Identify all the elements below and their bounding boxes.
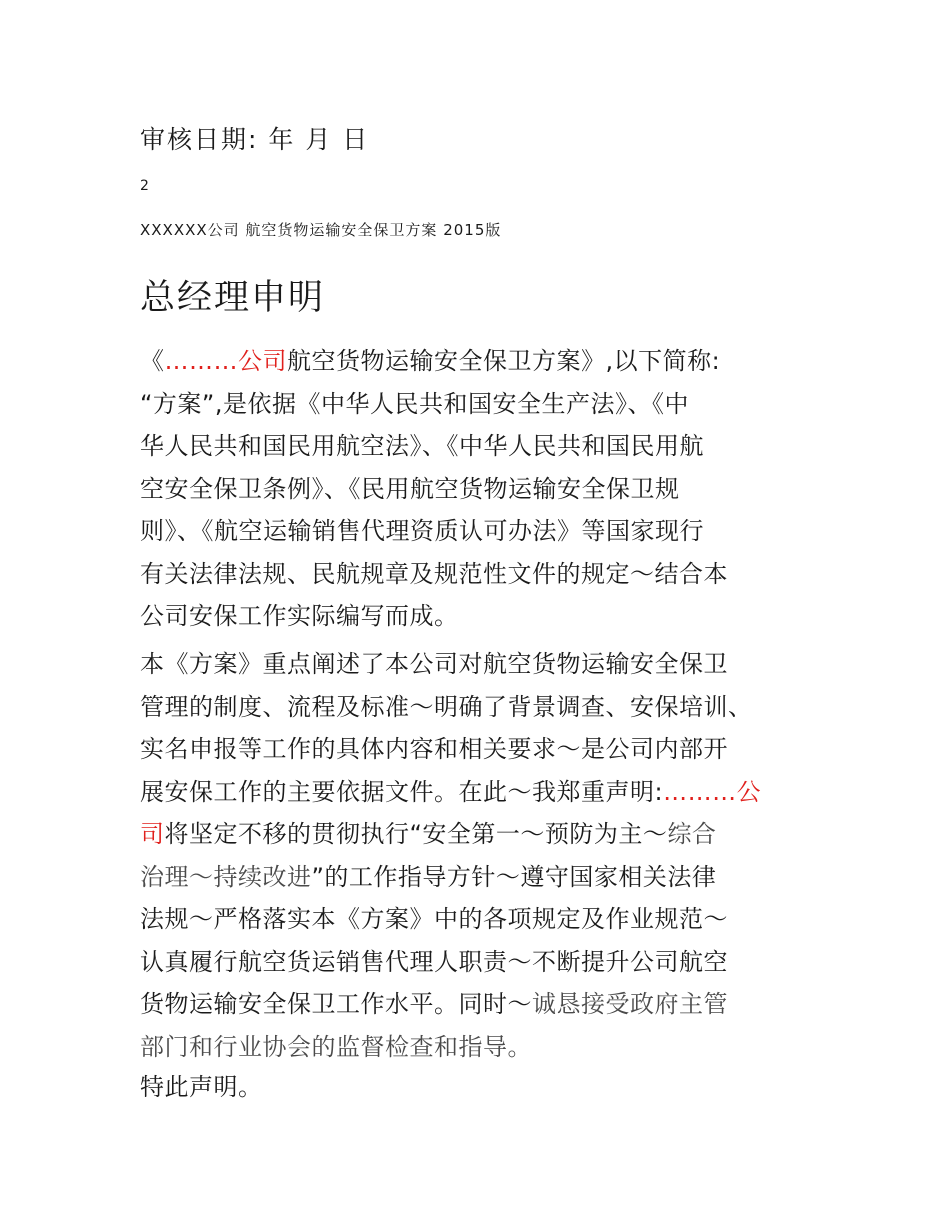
text-line: 本《方案》重点阐述了本公司对航空货物运输安全保卫	[140, 650, 728, 678]
text-line: 法规～严格落实本《方案》中的各项规定及作业规范～	[140, 905, 728, 933]
paragraph-declaration	[140, 643, 820, 1068]
text-line: 公司安保工作实际编写而成。	[140, 602, 459, 630]
company-placeholder: 司	[140, 820, 165, 848]
text-line: 货物运输安全保卫工作水平。同时～诚恳接受政府主管	[140, 990, 728, 1018]
text-line: 管理的制度、流程及标准～明确了背景调查、安保培训、	[140, 692, 753, 721]
text-line: 有关法律法规、民航规章及规范性文件的规定～结合本	[140, 559, 728, 588]
page-number: 2	[140, 178, 149, 194]
document-header: XXXXXX公司 航空货物运输安全保卫方案 2015版	[140, 221, 502, 239]
text-line: “方案”,是依据《中华人民共和国安全生产法》、《中	[140, 389, 689, 418]
paragraph-closing	[140, 1066, 820, 1109]
company-placeholder: ………公	[663, 777, 762, 806]
text-line: 华人民共和国民用航空法》、《中华人民共和国民用航	[140, 432, 704, 460]
text-line: 治理～持续改进”的工作指导方针～遵守国家相关法律	[140, 862, 717, 891]
text-line: 《………公司航空货物运输安全保卫方案》,以下简称:	[140, 347, 721, 375]
text-line: 展安保工作的主要依据文件。在此～我郑重声明:………公	[140, 777, 762, 806]
text-line: 空安全保卫条例》、《民用航空货物运输安全保卫规	[140, 474, 680, 503]
text-line: 司将坚定不移的贯彻执行“安全第一～预防为主～综合	[140, 820, 717, 848]
closing-statement: 特此声明。	[140, 1073, 263, 1101]
text-line: 则》、《航空运输销售代理资质认可办法》等国家现行	[140, 517, 704, 545]
company-placeholder: ………公司	[164, 347, 287, 375]
text-line: 部门和行业协会的监督检查和指导。	[140, 1032, 532, 1061]
text-line: 实名申报等工作的具体内容和相关要求～是公司内部开	[140, 735, 728, 763]
paragraph-basis	[140, 340, 820, 638]
text-line: 认真履行航空货运销售代理人职责～不断提升公司航空	[140, 947, 728, 976]
review-date: 审核日期: 年 月 日	[140, 125, 370, 154]
page-title: 总经理申明	[140, 278, 326, 318]
